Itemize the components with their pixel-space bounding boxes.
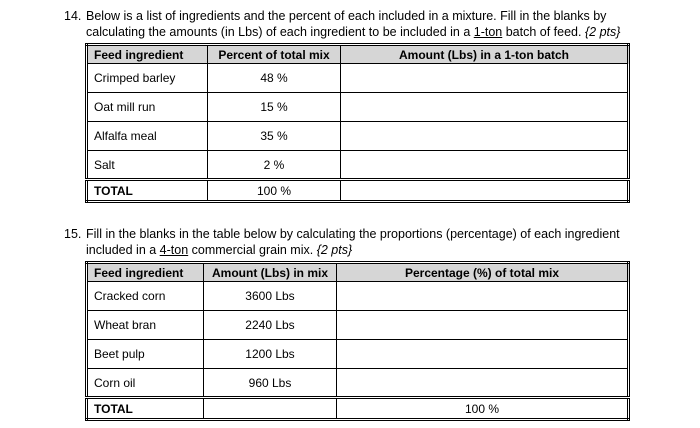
ingredient-name: Wheat bran	[87, 311, 204, 340]
header-amount: Amount (Lbs) in a 1-ton batch	[341, 45, 629, 64]
table-row	[87, 369, 629, 398]
total-percentage: 100 %	[337, 398, 629, 420]
ingredient-name: Oat mill run	[87, 93, 208, 122]
q14-table	[85, 43, 630, 203]
table-row	[87, 340, 629, 369]
table-row	[87, 64, 629, 93]
question-number: 15.	[64, 227, 82, 241]
question-text-line2	[86, 242, 352, 258]
question-text-line2-pre: calculating the amounts (in Lbs) of each ingredient to be included in a	[86, 25, 474, 39]
question-text-line1: Below is a list of ingredients and the percent of each included in a mixture. Fill in the blanks by	[86, 9, 607, 23]
answer-cell[interactable]	[337, 282, 629, 311]
total-amount-cell[interactable]	[204, 398, 337, 420]
header-feed-ingredient: Feed ingredient	[87, 263, 204, 282]
question-text-line2	[86, 24, 620, 40]
ingredient-percent: 2 %	[208, 151, 341, 180]
batch-size-underlined: 1-ton	[473, 25, 503, 39]
ingredient-name: Salt	[87, 151, 208, 180]
ingredient-name: Corn oil	[87, 369, 204, 398]
ingredient-amount: 1200 Lbs	[204, 340, 337, 369]
question-text-line2-post: commercial grain mix.	[188, 243, 314, 257]
answer-cell[interactable]	[341, 122, 629, 151]
answer-cell[interactable]	[341, 93, 629, 122]
answer-cell[interactable]	[337, 369, 629, 398]
ingredient-amount: 960 Lbs	[204, 369, 337, 398]
table-row	[87, 151, 629, 180]
question-text-line2-pre: included in a	[86, 243, 160, 257]
header-feed-ingredient: Feed ingredient	[87, 45, 208, 64]
points-label: {2 pts}	[584, 25, 621, 39]
table-row	[87, 122, 629, 151]
points-label: {2 pts}	[316, 243, 353, 257]
ingredient-name: Cracked corn	[87, 282, 204, 311]
ingredient-name: Crimped barley	[87, 64, 208, 93]
q15-table	[85, 261, 630, 421]
ingredient-name: Beet pulp	[87, 340, 204, 369]
total-label: TOTAL	[87, 180, 208, 202]
ingredient-amount: 3600 Lbs	[204, 282, 337, 311]
total-percent: 100 %	[208, 180, 341, 202]
answer-cell[interactable]	[341, 64, 629, 93]
question-text-line1: Fill in the blanks in the table below by calculating the proportions (percentage) of each ingredient	[86, 227, 620, 241]
answer-cell[interactable]	[341, 151, 629, 180]
header-percentage: Percentage (%) of total mix	[337, 263, 629, 282]
answer-cell[interactable]	[337, 340, 629, 369]
table-row	[87, 282, 629, 311]
total-row	[87, 398, 629, 420]
question-text-line2-post: batch of feed.	[502, 25, 582, 39]
batch-size-underlined: 4-ton	[159, 243, 189, 257]
total-label: TOTAL	[87, 398, 204, 420]
ingredient-percent: 35 %	[208, 122, 341, 151]
ingredient-percent: 15 %	[208, 93, 341, 122]
ingredient-percent: 48 %	[208, 64, 341, 93]
table-row	[87, 93, 629, 122]
ingredient-amount: 2240 Lbs	[204, 311, 337, 340]
question-number: 14.	[64, 9, 82, 23]
answer-cell[interactable]	[337, 311, 629, 340]
header-percent: Percent of total mix	[208, 45, 341, 64]
table-row	[87, 311, 629, 340]
table-header-row	[87, 263, 629, 282]
ingredient-name: Alfalfa meal	[87, 122, 208, 151]
total-answer-cell[interactable]	[341, 180, 629, 202]
total-row	[87, 180, 629, 202]
table-header-row	[87, 45, 629, 64]
header-amount: Amount (Lbs) in mix	[204, 263, 337, 282]
